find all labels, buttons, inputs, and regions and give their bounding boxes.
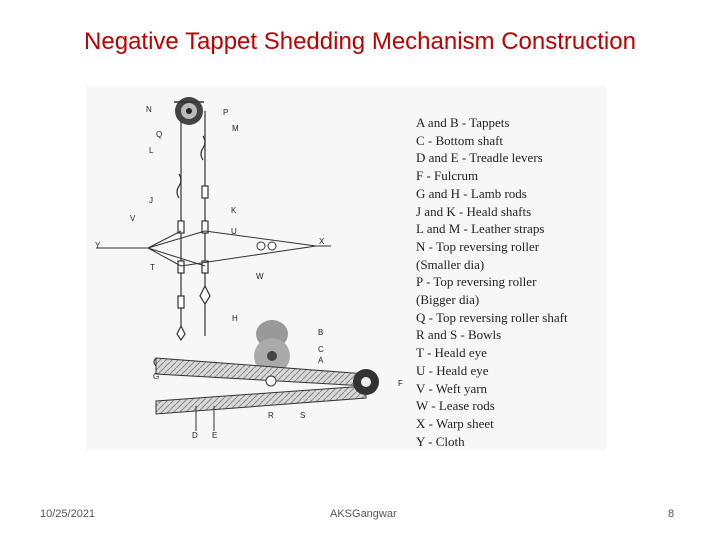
label-w: W	[256, 272, 264, 281]
label-y: Y	[95, 241, 101, 250]
legend-item: F - Fulcrum	[416, 168, 479, 184]
label-a: A	[318, 356, 324, 365]
label-v: V	[130, 214, 136, 223]
legend-item: Q - Top reversing roller shaft	[416, 309, 568, 325]
legend-item: D and E - Treadle levers	[416, 150, 543, 166]
legend-item: G and H - Lamb rods	[416, 185, 527, 201]
label-d: D	[192, 431, 198, 440]
label-n: N	[146, 105, 152, 114]
legend-item: (Smaller dia)	[416, 256, 485, 272]
legend-item: C - Bottom shaft	[416, 132, 504, 148]
label-c: C	[318, 345, 324, 354]
label-l: L	[149, 146, 154, 155]
mechanism-diagram	[86, 86, 606, 450]
label-k: K	[231, 206, 237, 215]
label-p: P	[223, 108, 229, 117]
label-t: T	[150, 263, 155, 272]
legend-item: W - Lease rods	[416, 398, 495, 414]
label-m: M	[232, 124, 239, 133]
label-j: J	[149, 196, 153, 205]
slide-date: 10/25/2021	[40, 508, 96, 520]
legend-item: (Bigger dia)	[416, 292, 480, 308]
legend-item: A and B - Tappets	[416, 115, 510, 130]
label-e: E	[212, 431, 218, 440]
legend-item: N - Top reversing roller	[416, 238, 540, 254]
legend-item: L and M - Leather straps	[416, 221, 545, 237]
legend-item: Y - Cloth	[416, 433, 465, 449]
slide-author: AKSGangwar	[330, 508, 397, 520]
legend-item: P - Top reversing roller	[416, 274, 537, 290]
label-q: Q	[156, 130, 163, 139]
legend-item: U - Heald eye	[416, 362, 489, 378]
label-g: G	[153, 372, 160, 381]
left-heald-cords	[177, 111, 210, 340]
legend-item: J and K - Heald shafts	[416, 203, 532, 219]
slide-title: Negative Tappet Shedding Mechanism Construction	[84, 28, 636, 55]
label-b: B	[318, 328, 324, 337]
treadle-levers	[154, 358, 379, 414]
legend-item: X - Warp sheet	[416, 415, 494, 431]
label-f: F	[398, 379, 403, 388]
legend-item: R and S - Bowls	[416, 327, 502, 343]
legend-item: V - Weft yarn	[416, 380, 488, 396]
label-u: U	[231, 227, 237, 236]
top-reversing-rollers	[174, 97, 204, 125]
label-s: S	[300, 411, 306, 420]
legend-item: T - Heald eye	[416, 345, 487, 361]
slide-page-number: 8	[668, 508, 675, 520]
label-r: R	[268, 411, 274, 420]
label-h: H	[232, 314, 238, 323]
warp-shed	[96, 231, 331, 266]
label-x: X	[319, 237, 325, 246]
diagram-legend	[416, 114, 616, 450]
